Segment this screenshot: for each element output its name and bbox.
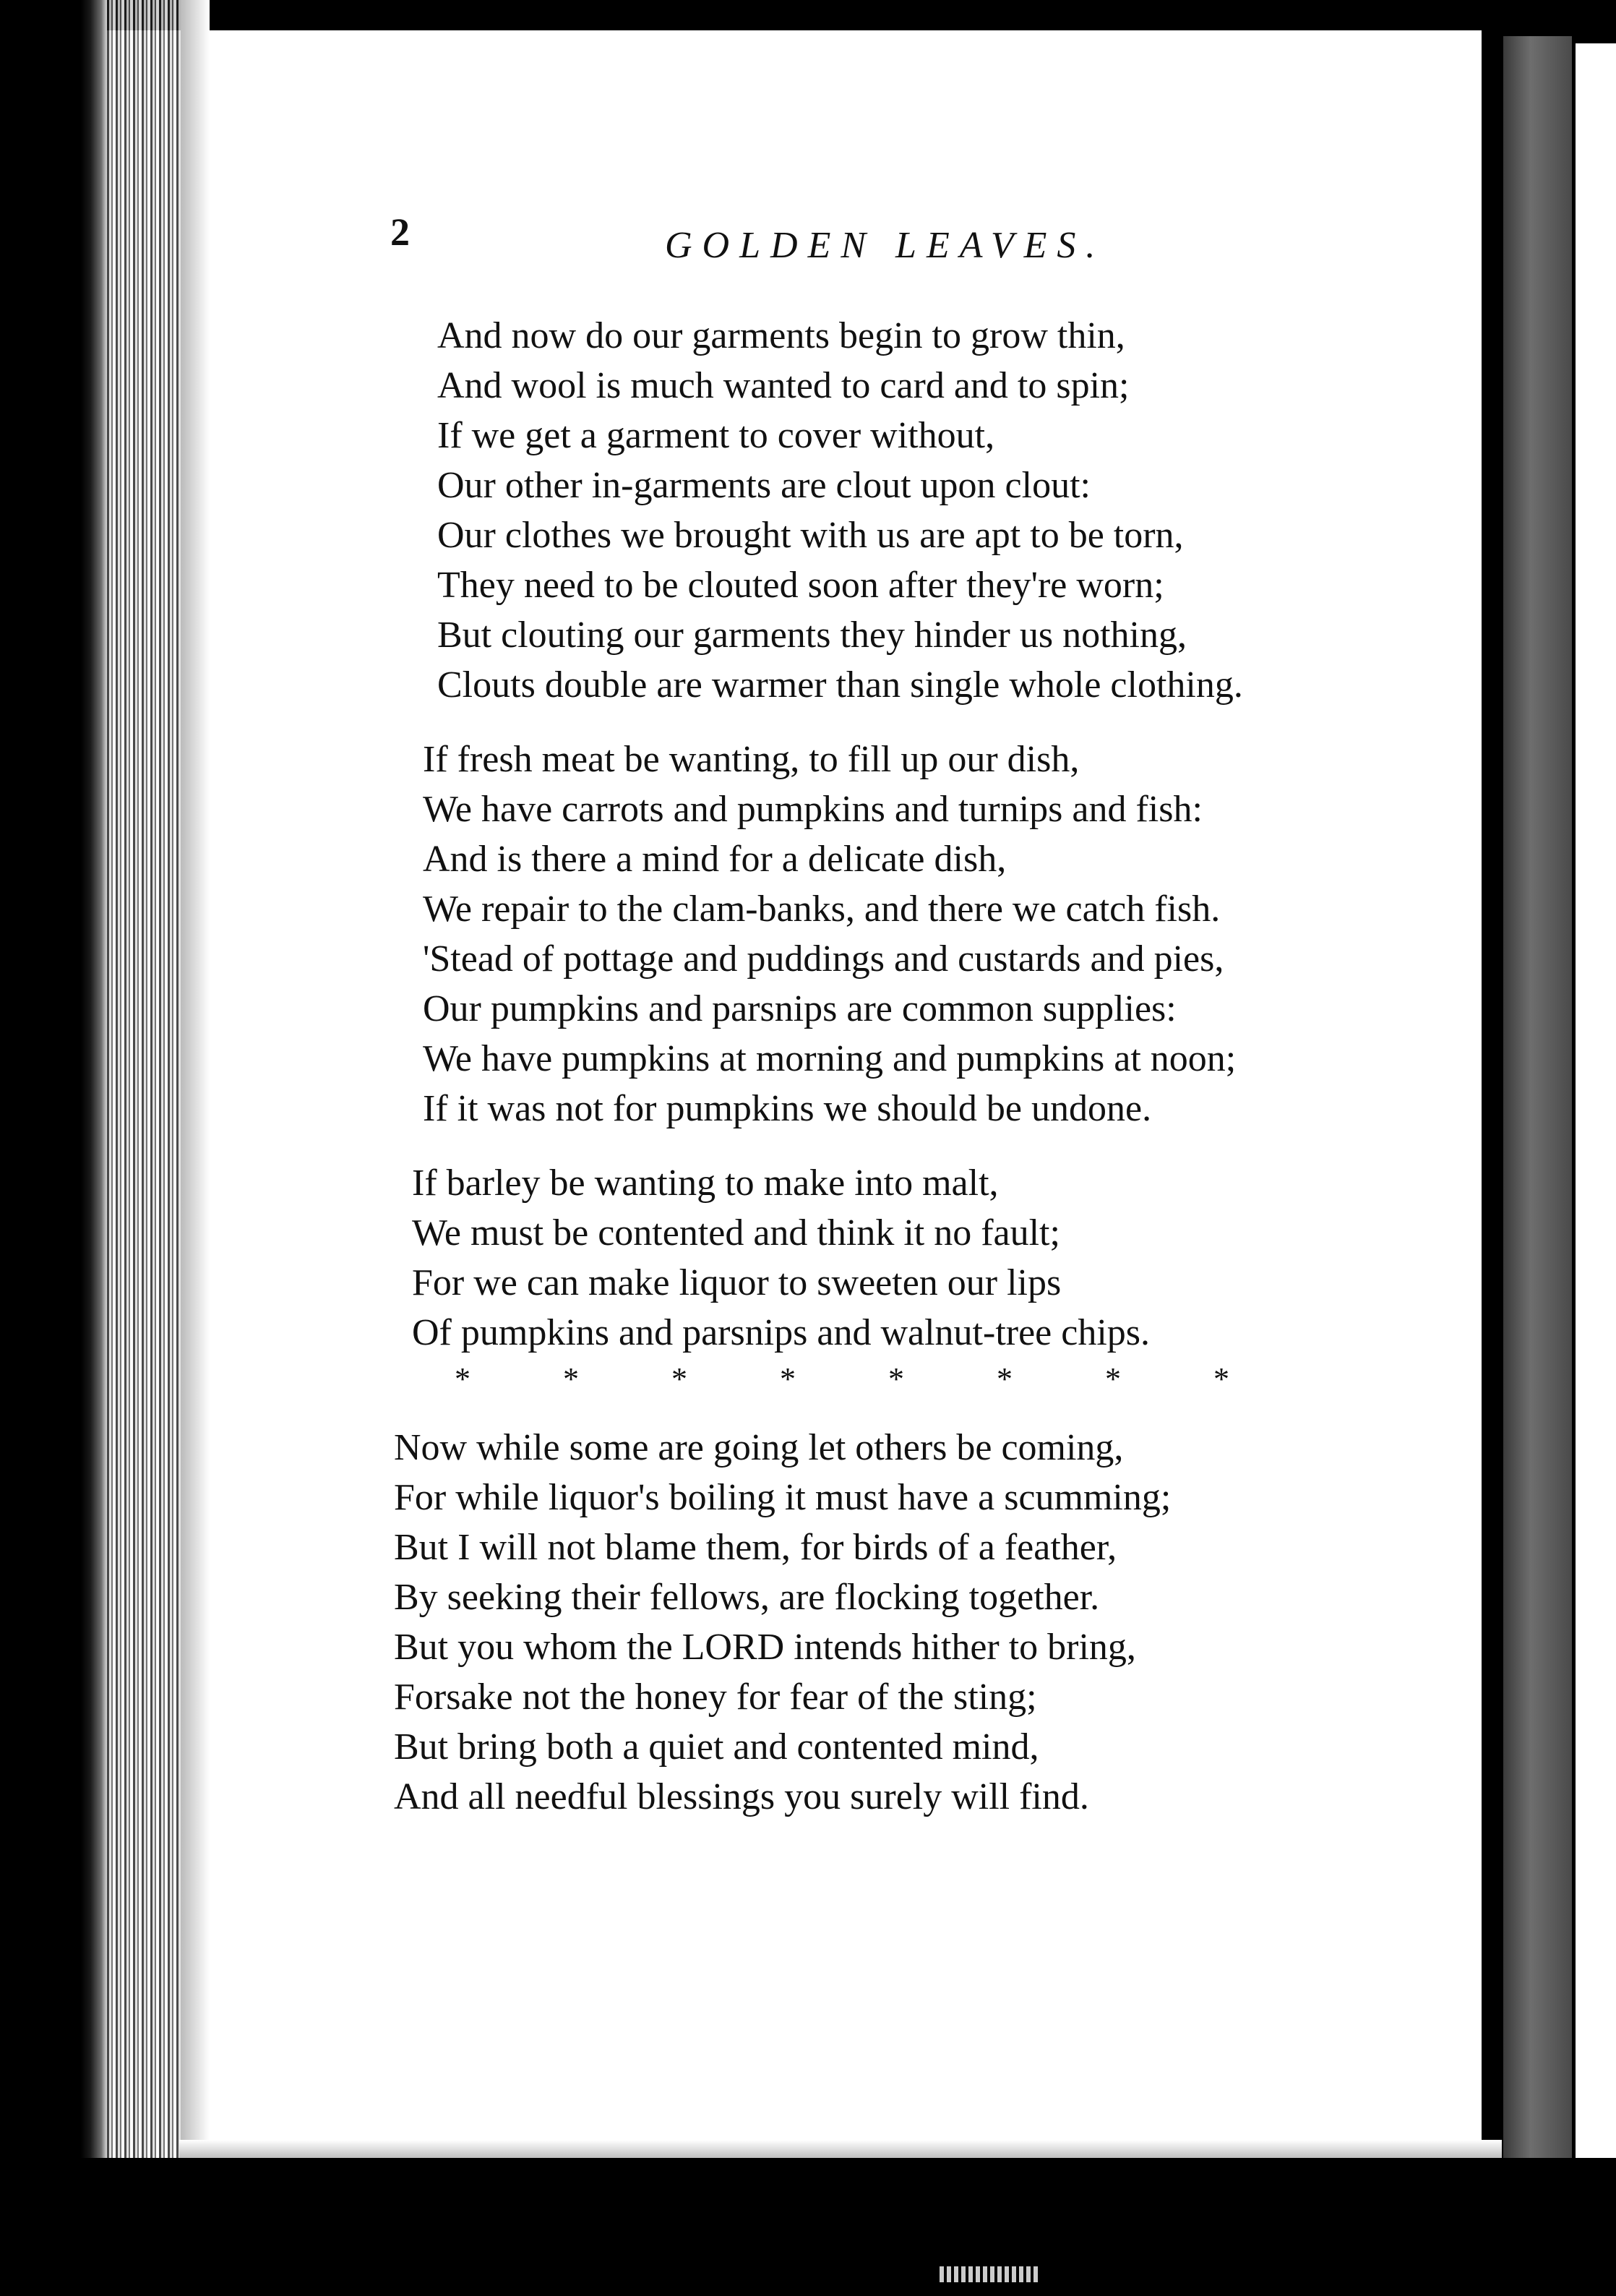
asterisk: * [888,1361,904,1397]
book-gutter [107,0,186,2296]
stanza-2 [423,734,1417,1134]
stanza-4 [394,1423,1417,1822]
book-edge-shadow [1503,36,1572,2162]
asterisk: * [997,1361,1013,1397]
poem-line: But bring both a quiet and contented mind, [394,1726,1039,1768]
poem-line: But I will not blame them, for birds of a feather, [394,1527,1117,1568]
poem-line: If it was not for pumpkins we should be undone. [423,1088,1152,1129]
stanza-1 [437,311,1417,710]
poem-line: But clouting our garments they hinder us nothing, [437,614,1187,656]
poem-line: For while liquor's boiling it must have a scumming; [394,1477,1172,1518]
asterisk: * [780,1361,796,1397]
poem-line: If fresh meat be wanting, to fill up our dish, [423,739,1080,780]
poem-line: And is there a mind for a delicate dish, [423,839,1007,880]
poem-line: 'Stead of pottage and puddings and custards and pies, [423,938,1224,980]
asterisk: * [1105,1361,1121,1397]
poem-line: We have pumpkins at morning and pumpkins at noon; [423,1038,1237,1079]
stanza-3 [412,1158,1417,1358]
running-head: GOLDEN LEAVES. [665,225,1106,266]
poem-body [394,311,1417,1846]
scan-left-border [0,0,107,2296]
facing-page-edge [1576,43,1616,2205]
poem-line: We have carrots and pumpkins and turnips and fish: [423,789,1203,830]
scan-bottom-border [0,2158,1616,2296]
gutter-shadow [181,0,210,2296]
poem-line: And all needful blessings you surely will find. [394,1776,1089,1817]
asterisk: * [1213,1361,1229,1397]
poem-line: Our pumpkins and parsnips are common supplies: [423,988,1177,1029]
poem-line: Now while some are going let others be coming, [394,1427,1124,1468]
poem-line: Our other in-garments are clout upon clout: [437,465,1091,506]
poem-line: If we get a garment to cover without, [437,415,995,456]
poem-line: Forsake not the honey for fear of the sting; [394,1676,1037,1718]
asterisk: * [563,1361,579,1397]
poem-line: Our clothes we brought with us are apt to be torn, [437,515,1184,556]
poem-line: We must be contented and think it no fault; [412,1212,1060,1254]
poem-line: Of pumpkins and parsnips and walnut-tree chips. [412,1312,1151,1353]
asterisk: * [455,1361,470,1397]
poem-line: For we can make liquor to sweeten our lips [412,1262,1062,1303]
poem-line: And now do our garments begin to grow thin, [437,315,1125,356]
poem-line: We repair to the clam-banks, and there we catch fish. [423,888,1221,930]
scan-artifact [940,2266,1041,2282]
page-number: 2 [390,210,410,254]
poem-line: If barley be wanting to make into malt, [412,1162,999,1204]
poem-line: By seeking their fellows, are flocking together. [394,1577,1100,1618]
asterisk: * [671,1361,687,1397]
poem-line: They need to be clouted soon after they're worn; [437,565,1164,606]
scan-top-border [0,0,1616,30]
poem-line: But you whom the LORD intends hither to bring, [394,1627,1136,1668]
poem-line: And wool is much wanted to card and to spin; [437,365,1130,406]
poem-line: Clouts double are warmer than single whole clothing. [437,664,1243,706]
section-separator [448,1358,1417,1401]
